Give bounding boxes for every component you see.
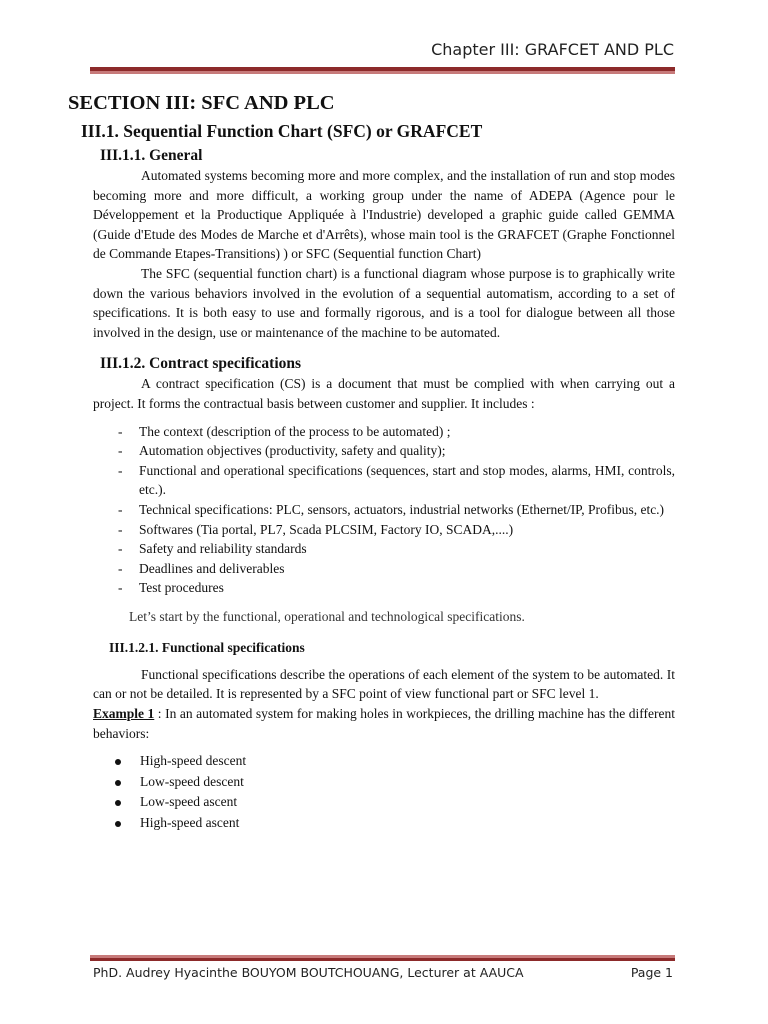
list-item-text: Test procedures xyxy=(139,580,224,596)
header-rule xyxy=(90,67,675,71)
dash-marker: - xyxy=(118,541,123,557)
list-item xyxy=(93,461,675,500)
bullet-icon xyxy=(115,821,121,827)
contract-paragraph: A contract specification (CS) is a document that must be complied with when carrying out a project. It forms the contractual basis between customer and supplier. It includes : xyxy=(93,376,675,411)
general-paragraph-2: The SFC (sequential function chart) is a functional diagram whose purpose is to graphically write down the various behaviors involved in the evolution of a sequential automatism, according to a set of specifications. It is both easy to use and formally rigorous, and is a tool for dialogue between all those involved in the design, use or maintenance of the machine to be automated. xyxy=(93,265,675,340)
example-paragraph xyxy=(93,704,675,743)
dash-marker: - xyxy=(118,501,123,517)
footer-rule xyxy=(90,958,675,961)
dash-marker: - xyxy=(118,580,123,596)
general-paragraph-1: Automated systems becoming more and more complex, and the installation of run and stop modes becoming more and more difficult, a working group under the name of ADEPA (Agence pour le Développement et la Productique Appliquée à l'Industrie) developed a graphic guide called GEMMA (Guide d'Etude des Modes de Marche et d'Arrêts), whose main tool is the GRAFCET (Graphe Fonctionnel de Commande Etapes-Transitions) ) or SFC (Sequential function Chart) xyxy=(93,168,675,262)
list-item-text: Deadlines and deliverables xyxy=(139,560,285,576)
section-title: SECTION III: SFC AND PLC xyxy=(68,92,335,114)
heading-general: III.1.1. General xyxy=(100,147,203,164)
list-item xyxy=(93,578,675,598)
list-item-text: The context (description of the process to be automated) ; xyxy=(139,423,451,439)
dash-marker: - xyxy=(118,462,123,478)
dash-marker: - xyxy=(118,443,123,459)
list-item xyxy=(93,520,675,540)
heading-contract-specifications: III.1.2. Contract specifications xyxy=(100,355,302,373)
heading-functional-specifications: III.1.2.1. Functional specifications xyxy=(109,639,305,655)
heading-sfc-grafcet: III.1. Sequential Function Chart (SFC) or GRAFCET xyxy=(81,121,483,141)
list-item-text: Safety and reliability standards xyxy=(139,541,307,557)
list-item-text: Technical specifications: PLC, sensors, actuators, industrial networks (Ethernet/IP, Profibus, etc.) xyxy=(139,501,665,517)
list-item xyxy=(93,751,675,772)
bullet-icon xyxy=(115,759,121,765)
list-item xyxy=(93,792,675,813)
list-item-text: High-speed ascent xyxy=(140,814,240,830)
contract-items-list xyxy=(93,422,675,598)
list-item xyxy=(93,500,675,520)
list-item xyxy=(93,772,675,793)
dash-marker: - xyxy=(118,423,123,439)
page-number: Page 1 xyxy=(630,965,673,980)
footer-author: PhD. Audrey Hyacinthe BOUYOM BOUTCHOUANG, Lecturer at AAUCA xyxy=(93,965,524,980)
list-item-text: Softwares (Tia portal, PL7, Scada PLCSIM, Factory IO, SCADA,....) xyxy=(139,521,514,537)
page-content xyxy=(68,88,675,833)
behaviors-list xyxy=(93,751,675,833)
chapter-header: Chapter III: GRAFCET AND PLC xyxy=(431,40,674,59)
list-item-text: Low-speed descent xyxy=(140,773,244,789)
example-label: Example 1 xyxy=(93,706,155,722)
functional-paragraph: Functional specifications describe the operations of each element of the system to be automated. It can or not be detailed. It is represented by a SFC point of view functional part or SFC level 1. xyxy=(93,666,675,702)
bullet-icon xyxy=(115,780,121,786)
list-item-text: Automation objectives (productivity, safety and quality); xyxy=(139,443,446,459)
dash-marker: - xyxy=(118,560,123,576)
list-item-text: Functional and operational specifications (sequences, start and stop modes, alarms, HMI, controls, etc.). xyxy=(139,462,675,498)
list-item xyxy=(93,539,675,559)
list-item xyxy=(93,559,675,579)
list-item xyxy=(93,422,675,442)
example-text: : In an automated system for making holes in workpieces, the drilling machine has the different behaviors: xyxy=(93,706,675,741)
list-item xyxy=(93,441,675,461)
list-item-text: Low-speed ascent xyxy=(140,794,238,810)
list-item-text: High-speed descent xyxy=(140,753,247,769)
lets-start-text: Let’s start by the functional, operational and technological specifications. xyxy=(129,608,525,624)
list-item xyxy=(93,813,675,834)
bullet-icon xyxy=(115,800,121,806)
dash-marker: - xyxy=(118,521,123,537)
